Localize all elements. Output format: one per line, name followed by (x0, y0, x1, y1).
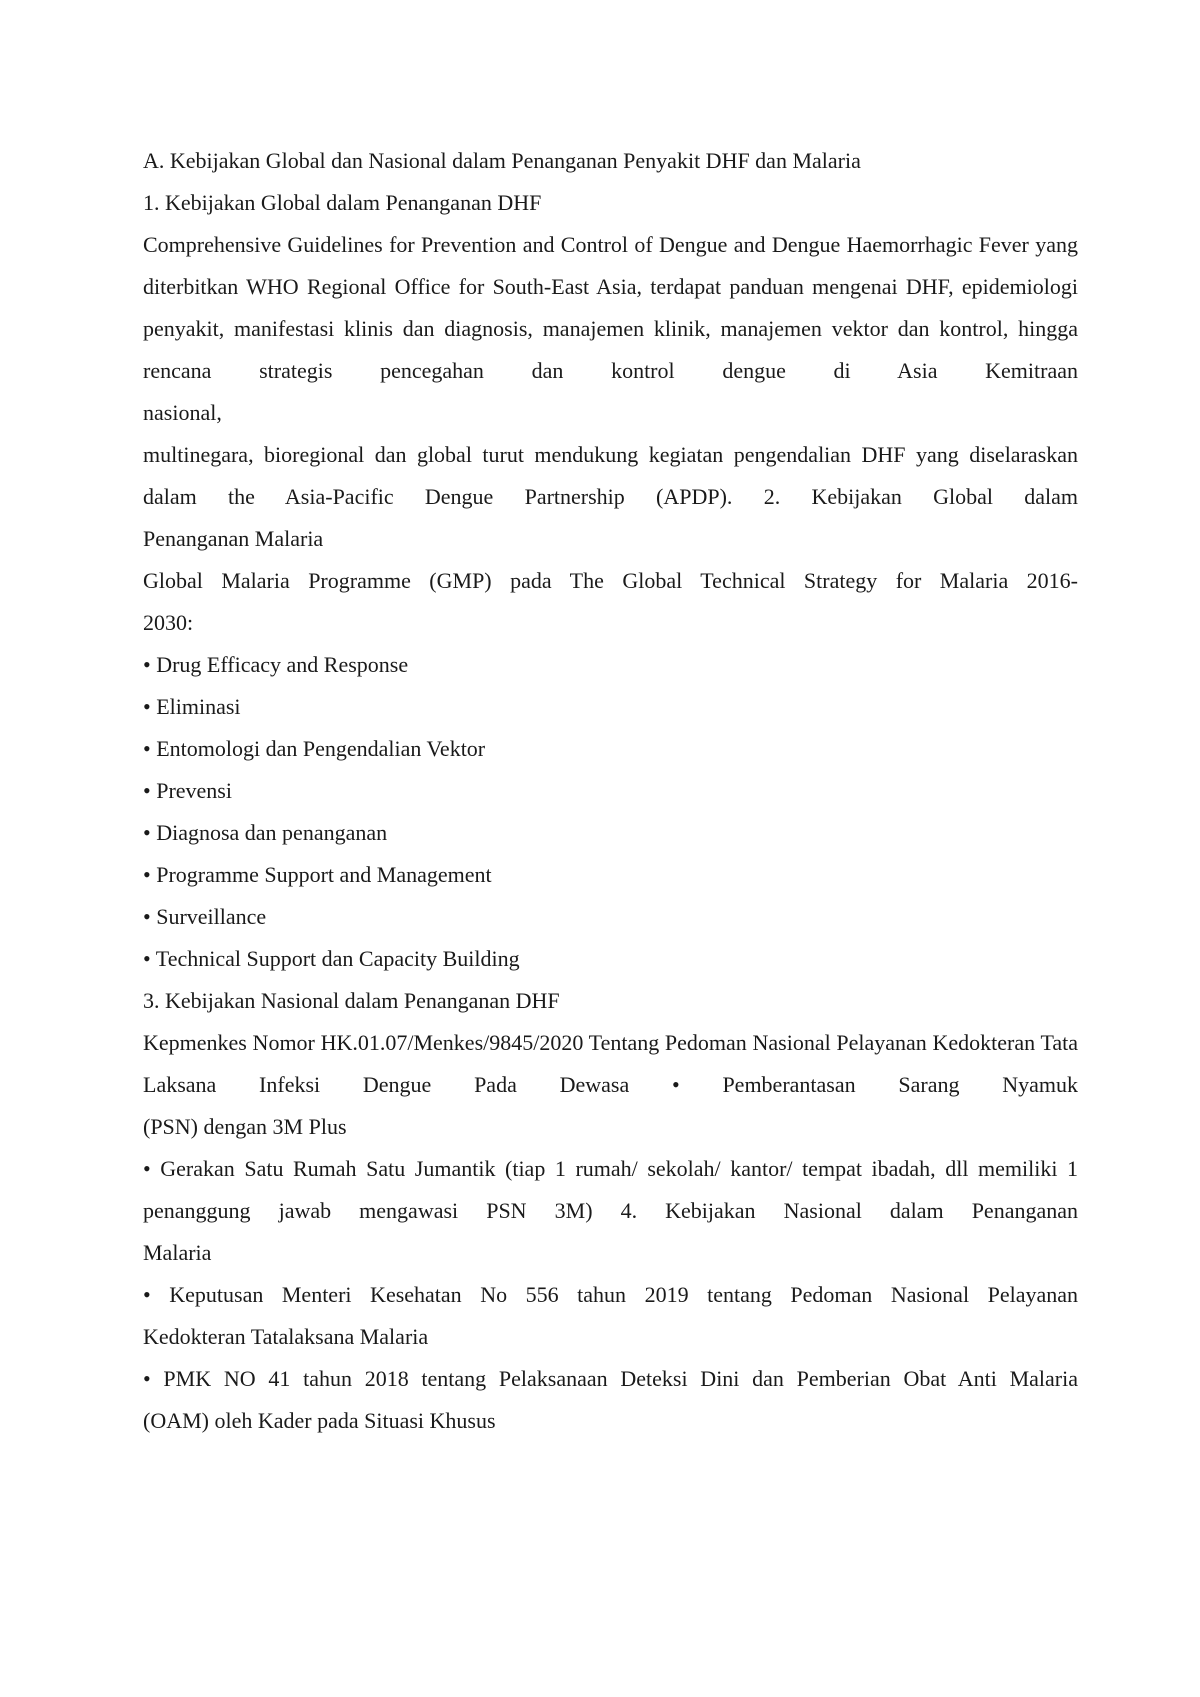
heading-a: A. Kebijakan Global dan Nasional dalam Penanganan Penyakit DHF dan Malaria (143, 148, 861, 173)
paragraph-7-tail: (OAM) oleh Kader pada Situasi Khusus (143, 1408, 496, 1433)
paragraph-3: Global Malaria Programme (GMP) pada The Global Technical Strategy for Malaria 2016- (143, 568, 1078, 593)
paragraph-2-tail: Penanganan Malaria (143, 526, 324, 551)
heading-1: 1. Kebijakan Global dalam Penanganan DHF (143, 190, 542, 215)
document-body (143, 140, 1078, 1442)
paragraph-7: • PMK NO 41 tahun 2018 tentang Pelaksanaan Deteksi Dini dan Pemberian Obat Anti Malaria (143, 1366, 1078, 1391)
paragraph-5: • Gerakan Satu Rumah Satu Jumantik (tiap 1 rumah/ sekolah/ kantor/ tempat ibadah, dll memiliki 1 penanggung jawab mengawasi PSN 3M) 4. Kebijakan Nasional dalam Penanganan (143, 1156, 1078, 1223)
heading-3: 3. Kebijakan Nasional dalam Penanganan DHF (143, 988, 560, 1013)
paragraph-1: Comprehensive Guidelines for Prevention and Control of Dengue and Dengue Haemorrhagic Fever yang diterbitkan WHO Regional Office for South-East Asia, terdapat panduan mengenai DHF, epidemiologi penyakit, manifestasi klinis dan diagnosis, manajemen klinik, manajemen vektor dan kontrol, hingga rencana strategis pencegahan dan kontrol dengue di Asia Kemitraan (143, 232, 1078, 383)
list-item: • Eliminasi (143, 694, 241, 719)
list-item: • Drug Efficacy and Response (143, 652, 409, 677)
list-item: • Technical Support dan Capacity Building (143, 946, 520, 971)
paragraph-1-tail: nasional, (143, 400, 222, 425)
list-item: • Prevensi (143, 778, 232, 803)
paragraph-3-tail: 2030: (143, 610, 194, 635)
list-item: • Diagnosa dan penanganan (143, 820, 388, 845)
paragraph-2: multinegara, bioregional dan global turut mendukung kegiatan pengendalian DHF yang diselaraskan dalam the Asia-Pacific Dengue Partnership (APDP). 2. Kebijakan Global dalam (143, 442, 1078, 509)
paragraph-4-tail: (PSN) dengan 3M Plus (143, 1114, 347, 1139)
paragraph-6: • Keputusan Menteri Kesehatan No 556 tahun 2019 tentang Pedoman Nasional Pelayanan (143, 1282, 1078, 1307)
list-item: • Programme Support and Management (143, 862, 492, 887)
list-item: • Surveillance (143, 904, 267, 929)
paragraph-5-tail: Malaria (143, 1240, 212, 1265)
list-item: • Entomologi dan Pengendalian Vektor (143, 736, 486, 761)
paragraph-4: Kepmenkes Nomor HK.01.07/Menkes/9845/2020 Tentang Pedoman Nasional Pelayanan Kedokteran Tata Laksana Infeksi Dengue Pada Dewasa • Pemberantasan Sarang Nyamuk (143, 1030, 1078, 1097)
paragraph-6-tail: Kedokteran Tatalaksana Malaria (143, 1324, 429, 1349)
